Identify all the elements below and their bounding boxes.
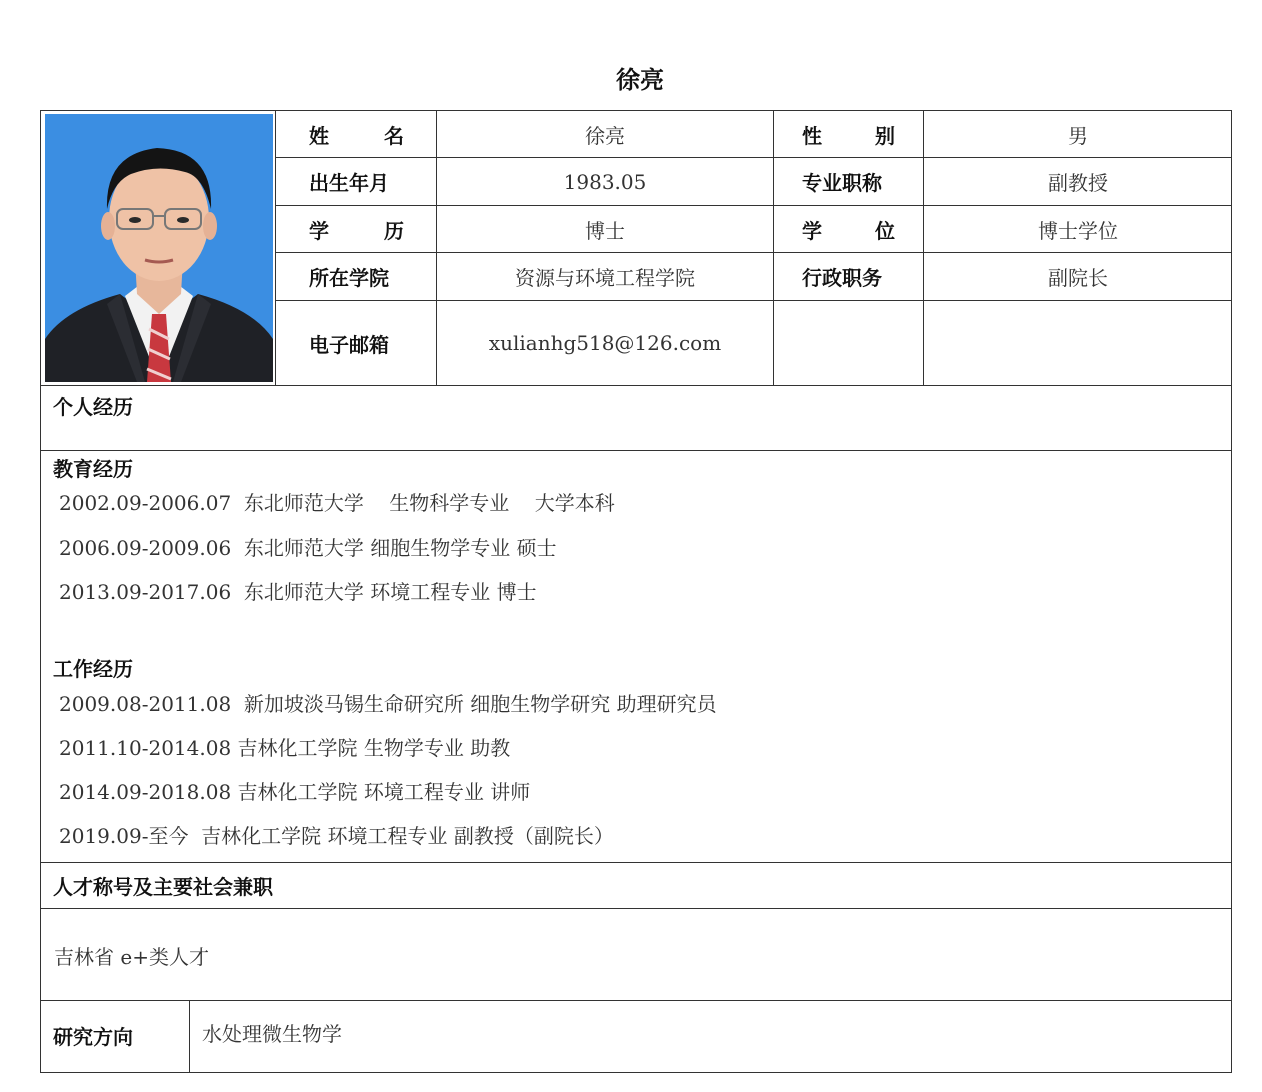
row-divider: [40, 908, 1232, 909]
talent-value: 吉林省 e+类人才: [54, 945, 209, 969]
position-value: 副院长: [1048, 266, 1108, 290]
gender-label: 性 别: [802, 123, 895, 148]
education-item: 2006.09-2009.06 东北师范大学 细胞生物学专业 硕士: [59, 536, 557, 560]
name-value: 徐亮: [585, 123, 625, 148]
birth-label: 出生年月: [309, 171, 389, 195]
education-item: 2002.09-2006.07 东北师范大学 生物科学专业 大学本科: [59, 491, 615, 515]
email-label: 电子邮箱: [309, 332, 389, 357]
degree-label: 学 位: [802, 218, 895, 243]
work-item: 2009.08-2011.08 新加坡淡马锡生命研究所 细胞生物学研究 助理研究员: [59, 692, 717, 716]
degree-value: 博士学位: [1038, 218, 1118, 243]
row-divider: [40, 450, 1232, 451]
research-value: 水处理微生物学: [202, 1022, 342, 1046]
college-label: 所在学院: [309, 266, 389, 290]
col-divider: [189, 1000, 190, 1073]
work-item: 2014.09-2018.08 吉林化工学院 环境工程专业 讲师: [59, 780, 531, 804]
name-label: 姓 名: [309, 123, 404, 148]
prof-title-label: 专业职称: [802, 171, 882, 195]
position-label: 行政职务: [802, 266, 882, 290]
portrait-image: [45, 114, 273, 382]
college-value: 资源与环境工程学院: [515, 266, 695, 290]
row-divider: [40, 1000, 1232, 1001]
page-title: 徐亮: [616, 66, 664, 94]
work-item: 2019.09-至今 吉林化工学院 环境工程专业 副教授（副院长）: [59, 824, 614, 848]
profile-photo: [45, 114, 273, 382]
gender-value: 男: [1068, 123, 1088, 148]
research-label: 研究方向: [53, 1025, 133, 1049]
birth-value: 1983.05: [563, 169, 647, 194]
prof-title-value: 副教授: [1048, 171, 1108, 195]
row-divider: [40, 862, 1232, 863]
email-value[interactable]: xulianhg518@126.com: [488, 331, 722, 355]
education-value: 博士: [585, 218, 625, 243]
work-heading: 工作经历: [53, 657, 133, 681]
education-item: 2013.09-2017.06 东北师范大学 环境工程专业 博士: [59, 580, 537, 604]
education-label: 学 历: [309, 218, 404, 243]
work-item: 2011.10-2014.08 吉林化工学院 生物学专业 助教: [59, 736, 511, 760]
row-divider: [40, 385, 1232, 386]
personal-history-heading: 个人经历: [53, 395, 133, 419]
education-heading: 教育经历: [53, 457, 133, 481]
talent-heading: 人才称号及主要社会兼职: [53, 875, 273, 899]
